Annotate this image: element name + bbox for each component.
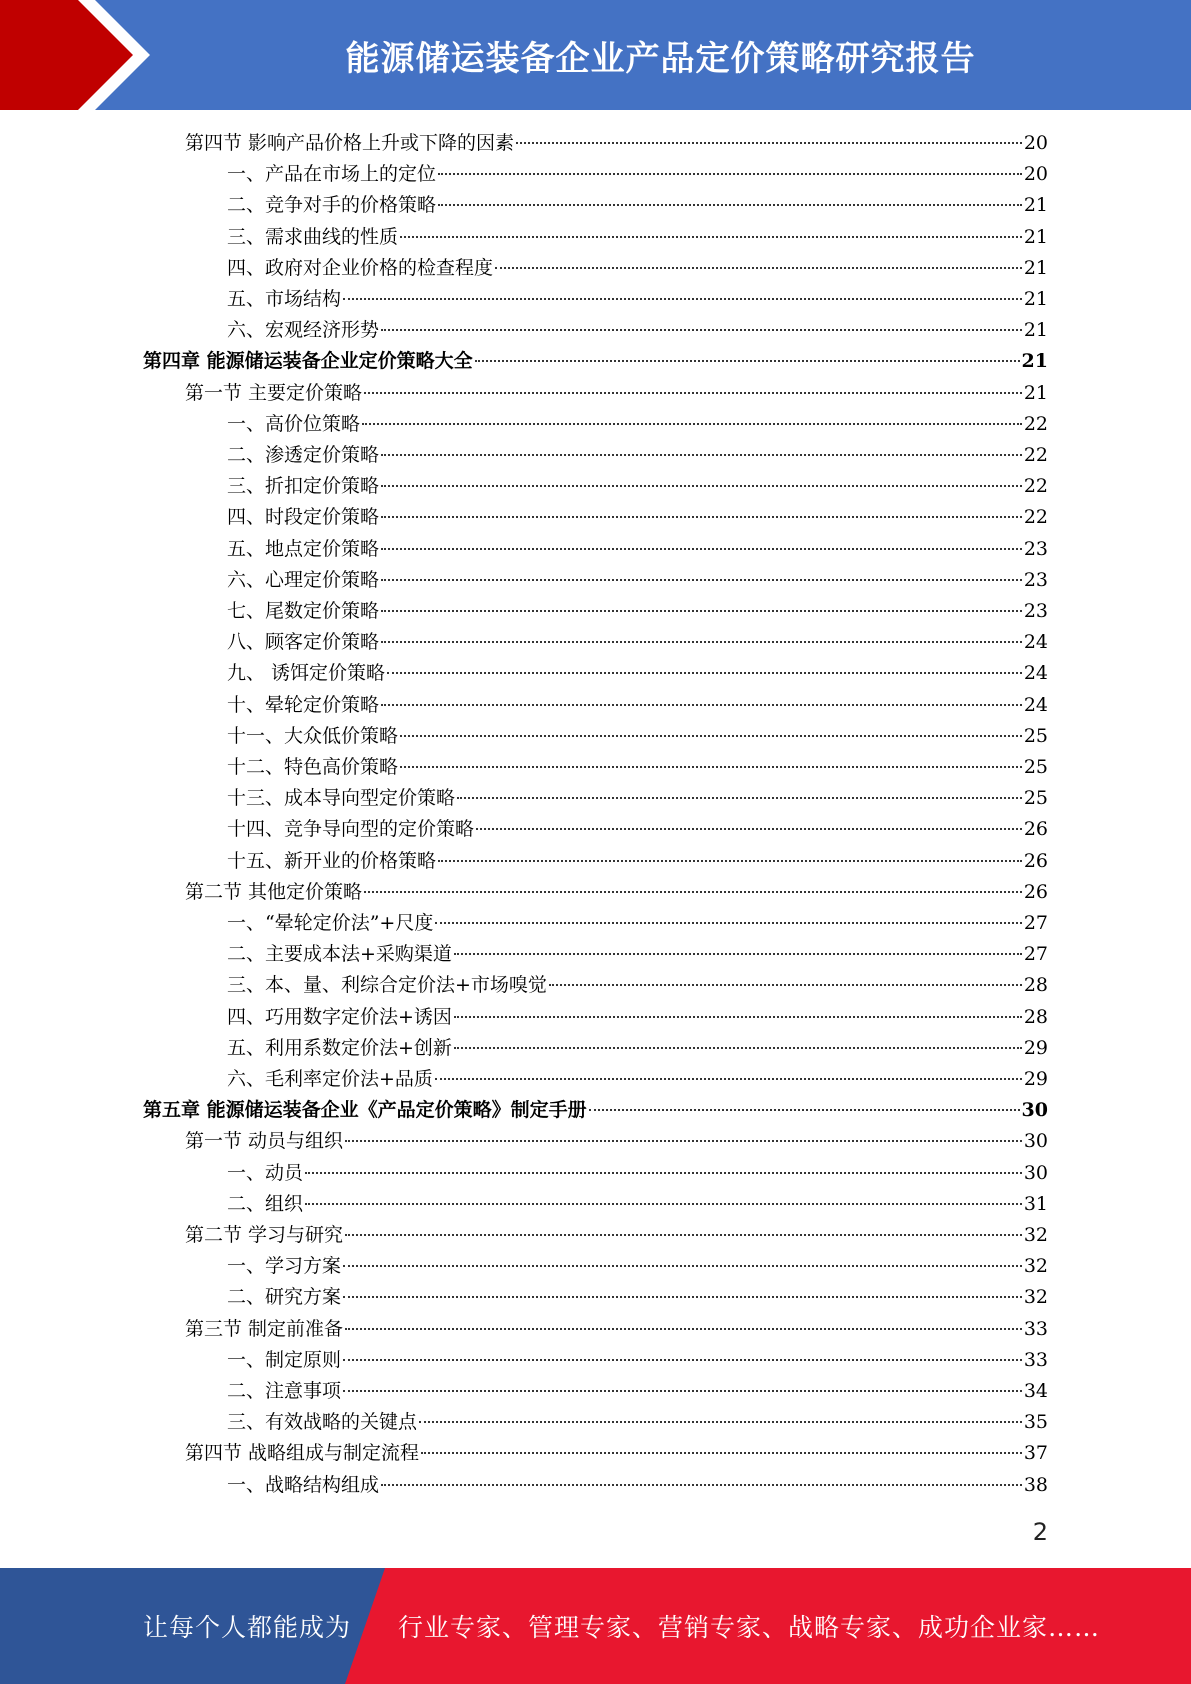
toc-dot-leader xyxy=(435,1078,1022,1080)
toc-dot-leader xyxy=(343,298,1022,300)
toc-dot-leader xyxy=(343,1265,1022,1267)
toc-entry[interactable] xyxy=(227,1002,1048,1033)
toc-entry-page: 22 xyxy=(1023,412,1048,435)
toc-entry-label: 第一节 动员与组织 xyxy=(185,1130,344,1153)
toc-entry-label: 六、毛利率定价法+品质 xyxy=(227,1068,433,1090)
toc-entry-page: 35 xyxy=(1023,1411,1048,1434)
toc-entry[interactable] xyxy=(227,315,1048,346)
toc-entry[interactable] xyxy=(227,658,1048,689)
toc-entry[interactable] xyxy=(227,284,1048,315)
page-footer xyxy=(0,1568,1191,1684)
toc-entry[interactable] xyxy=(227,534,1048,565)
toc-entry-label: 十四、竞争导向型的定价策略 xyxy=(227,818,475,841)
toc-entry[interactable] xyxy=(227,1064,1048,1095)
toc-entry-page: 21 xyxy=(1023,256,1048,279)
toc-entry-page: 24 xyxy=(1023,662,1048,685)
toc-dot-leader xyxy=(421,1452,1022,1454)
toc-entry-label: 一、高价位策略 xyxy=(227,412,361,435)
toc-dot-leader xyxy=(343,1296,1022,1298)
toc-entry-page: 33 xyxy=(1023,1348,1048,1371)
toc-entry[interactable] xyxy=(227,222,1048,253)
toc-entry[interactable] xyxy=(143,1095,1048,1126)
toc-entry-page: 21 xyxy=(1023,288,1048,310)
toc-entry-page: 28 xyxy=(1023,1005,1048,1028)
toc-dot-leader xyxy=(516,142,1022,144)
toc-entry[interactable] xyxy=(227,409,1048,440)
toc-entry-label: 第四节 战略组成与制定流程 xyxy=(185,1442,420,1465)
toc-entry-page: 32 xyxy=(1023,1286,1048,1309)
toc-entry[interactable] xyxy=(227,1407,1048,1438)
toc-entry[interactable] xyxy=(185,877,1048,908)
toc-entry-page: 30 xyxy=(1023,1161,1048,1184)
toc-entry-page: 23 xyxy=(1023,537,1048,560)
toc-entry-label: 第三节 制定前准备 xyxy=(185,1317,344,1340)
toc-dot-leader xyxy=(381,454,1022,456)
toc-entry-page: 23 xyxy=(1023,600,1048,622)
toc-dot-leader xyxy=(549,984,1022,986)
toc-dot-leader xyxy=(364,392,1022,394)
toc-entry-label: 第一节 主要定价策略 xyxy=(185,381,363,404)
toc-entry-label: 二、组织 xyxy=(227,1192,304,1215)
toc-dot-leader xyxy=(345,1234,1022,1236)
toc-dot-leader xyxy=(305,1172,1022,1174)
toc-entry[interactable] xyxy=(227,1282,1048,1313)
toc-entry[interactable] xyxy=(227,596,1048,627)
toc-entry-label: 四、时段定价策略 xyxy=(227,506,380,529)
toc-dot-leader xyxy=(305,1203,1022,1205)
toc-entry-page: 31 xyxy=(1023,1192,1048,1215)
report-title: 能源储运装备企业产品定价策略研究报告 xyxy=(345,38,976,79)
toc-entry[interactable] xyxy=(227,939,1048,970)
toc-dot-leader xyxy=(381,516,1022,518)
toc-entry-label: 六、宏观经济形势 xyxy=(227,319,380,342)
page-number: 2 xyxy=(1032,1518,1048,1546)
toc-entry[interactable] xyxy=(227,1251,1048,1282)
toc-entry-page: 33 xyxy=(1023,1317,1048,1340)
toc-dot-leader xyxy=(457,797,1022,799)
toc-entry-page: 38 xyxy=(1023,1473,1048,1496)
toc-entry-label: 三、有效战略的关键点 xyxy=(227,1411,418,1434)
toc-entry-label: 八、顾客定价策略 xyxy=(227,631,380,654)
toc-entry-label: 九、 诱饵定价策略 xyxy=(227,662,386,685)
toc-entry-page: 37 xyxy=(1023,1442,1048,1465)
toc-dot-leader xyxy=(454,1047,1022,1049)
toc-dot-leader xyxy=(495,267,1022,269)
toc-entry[interactable] xyxy=(227,502,1048,533)
toc-dot-leader xyxy=(343,1390,1022,1392)
toc-entry-label: 一、制定原则 xyxy=(227,1348,342,1371)
toc-dot-leader xyxy=(381,485,1022,487)
toc-entry-page: 21 xyxy=(1023,319,1048,342)
toc-entry[interactable] xyxy=(227,1376,1048,1407)
toc-entry[interactable] xyxy=(227,690,1048,721)
toc-entry-label: 五、市场结构 xyxy=(227,288,342,310)
toc-dot-leader xyxy=(381,1484,1022,1486)
toc-entry[interactable] xyxy=(227,721,1048,752)
toc-entry-page: 20 xyxy=(1023,163,1048,186)
toc-dot-leader xyxy=(589,1109,1020,1111)
toc-dot-leader xyxy=(364,891,1022,893)
toc-entry-label: 一、战略结构组成 xyxy=(227,1473,380,1496)
toc-entry[interactable] xyxy=(185,128,1048,159)
toc-entry-label: 第四节 影响产品价格上升或下降的因素 xyxy=(185,132,515,154)
toc-entry[interactable] xyxy=(227,1470,1048,1501)
toc-dot-leader xyxy=(345,1140,1022,1142)
toc-entry-page: 26 xyxy=(1023,849,1048,872)
toc-entry-page: 22 xyxy=(1023,506,1048,529)
toc-entry-page: 25 xyxy=(1023,756,1048,778)
toc-entry[interactable] xyxy=(185,1220,1048,1251)
toc-dot-leader xyxy=(419,1421,1022,1423)
toc-entry[interactable] xyxy=(143,346,1048,377)
toc-dot-leader xyxy=(381,641,1022,643)
toc-entry-page: 27 xyxy=(1023,912,1048,934)
toc-entry-page: 30 xyxy=(1021,1099,1048,1122)
toc-entry-label: 三、本、量、利综合定价法+市场嗅觉 xyxy=(227,974,547,997)
toc-entry[interactable] xyxy=(185,378,1048,409)
toc-entry-page: 21 xyxy=(1023,225,1048,248)
toc-entry-label: 十一、大众低价策略 xyxy=(227,724,399,747)
toc-entry-page: 26 xyxy=(1023,880,1048,903)
toc-entry-label: 十五、新开业的价格策略 xyxy=(227,849,437,872)
toc-entry[interactable] xyxy=(227,783,1048,814)
toc-dot-leader xyxy=(343,1359,1022,1361)
toc-entry-label: 十二、特色高价策略 xyxy=(227,756,399,778)
toc-entry-page: 21 xyxy=(1023,194,1048,217)
toc-entry-page: 28 xyxy=(1023,974,1048,997)
toc-entry-label: 三、需求曲线的性质 xyxy=(227,225,399,248)
toc-entry[interactable] xyxy=(227,1033,1048,1064)
toc-entry[interactable] xyxy=(185,1438,1048,1469)
toc-entry-label: 第二节 学习与研究 xyxy=(185,1224,344,1246)
toc-entry[interactable] xyxy=(227,908,1048,939)
toc-entry-label: 六、心理定价策略 xyxy=(227,568,380,591)
toc-dot-leader xyxy=(345,1328,1022,1330)
toc-entry[interactable] xyxy=(227,565,1048,596)
toc-entry[interactable] xyxy=(227,440,1048,471)
toc-entry-page: 25 xyxy=(1023,787,1048,810)
toc-entry-label: 第五章 能源储运装备企业《产品定价策略》制定手册 xyxy=(143,1099,587,1122)
toc-entry-label: 四、巧用数字定价法+诱因 xyxy=(227,1005,452,1028)
toc-entry[interactable] xyxy=(227,471,1048,502)
toc-dot-leader xyxy=(438,173,1022,175)
toc-entry-page: 20 xyxy=(1023,132,1048,154)
toc-entry[interactable] xyxy=(227,814,1048,845)
toc-dot-leader xyxy=(362,423,1022,425)
toc-dot-leader xyxy=(381,329,1022,331)
toc-entry-label: 五、利用系数定价法+创新 xyxy=(227,1036,452,1059)
toc-dot-leader xyxy=(476,828,1022,830)
toc-entry-label: 一、产品在市场上的定位 xyxy=(227,163,437,186)
toc-entry-label: 三、折扣定价策略 xyxy=(227,475,380,498)
toc-dot-leader xyxy=(381,548,1022,550)
toc-entry-page: 21 xyxy=(1023,381,1048,404)
footer-slogan-right: 行业专家、管理专家、营销专家、战略专家、成功企业家…… xyxy=(398,1613,1101,1642)
toc-entry-page: 27 xyxy=(1023,943,1048,966)
toc-entry-label: 二、竞争对手的价格策略 xyxy=(227,194,437,217)
toc-entry-page: 30 xyxy=(1023,1130,1048,1153)
toc-entry[interactable] xyxy=(227,1189,1048,1220)
toc-entry-page: 22 xyxy=(1023,444,1048,466)
toc-entry[interactable] xyxy=(185,1314,1048,1345)
toc-entry-label: 第二节 其他定价策略 xyxy=(185,880,363,903)
toc-entry-label: 二、主要成本法+采购渠道 xyxy=(227,943,452,966)
page-header xyxy=(0,0,1191,110)
toc-entry-page: 32 xyxy=(1023,1255,1048,1278)
toc-dot-leader xyxy=(381,610,1022,612)
toc-dot-leader xyxy=(381,704,1022,706)
toc-entry-page: 26 xyxy=(1023,818,1048,841)
toc-entry[interactable] xyxy=(227,253,1048,284)
toc-entry-page: 32 xyxy=(1023,1224,1048,1246)
toc-entry-label: 二、注意事项 xyxy=(227,1380,342,1402)
toc-entry-page: 24 xyxy=(1023,693,1048,716)
toc-entry-label: 十三、成本导向型定价策略 xyxy=(227,787,456,810)
toc-dot-leader xyxy=(454,1016,1022,1018)
toc-dot-leader xyxy=(438,860,1022,862)
toc-entry-page: 21 xyxy=(1021,350,1048,373)
toc-entry-label: 十、晕轮定价策略 xyxy=(227,693,380,716)
toc-entry-label: 五、地点定价策略 xyxy=(227,537,380,560)
toc-entry[interactable] xyxy=(185,1126,1048,1157)
toc-entry-label: 四、政府对企业价格的检查程度 xyxy=(227,256,494,279)
toc-entry-page: 29 xyxy=(1023,1036,1048,1059)
toc-entry[interactable] xyxy=(227,752,1048,783)
toc-entry-page: 24 xyxy=(1023,631,1048,654)
toc-entry[interactable] xyxy=(227,1158,1048,1189)
toc-entry-label: 一、动员 xyxy=(227,1161,304,1184)
toc-entry[interactable] xyxy=(227,1345,1048,1376)
toc-entry-label: 二、研究方案 xyxy=(227,1286,342,1309)
toc-dot-leader xyxy=(400,735,1022,737)
toc-dot-leader xyxy=(435,922,1021,924)
toc-entry-label: 第四章 能源储运装备企业定价策略大全 xyxy=(143,350,473,373)
toc-entry-label: 七、尾数定价策略 xyxy=(227,600,380,622)
toc-dot-leader xyxy=(387,672,1022,674)
toc-entry-label: 一、学习方案 xyxy=(227,1255,342,1278)
footer-slogan-left: 让每个人都能成为 xyxy=(143,1613,352,1642)
toc-dot-leader xyxy=(400,236,1022,238)
toc-dot-leader xyxy=(400,766,1022,768)
toc-dot-leader xyxy=(438,204,1022,206)
toc-entry[interactable] xyxy=(227,627,1048,658)
toc-entry-page: 25 xyxy=(1023,724,1048,747)
toc-entry[interactable] xyxy=(227,190,1048,221)
toc-dot-leader xyxy=(475,360,1020,362)
header-chevron-icon xyxy=(0,0,160,110)
toc-entry[interactable] xyxy=(227,846,1048,877)
toc-entry[interactable] xyxy=(227,970,1048,1001)
toc-dot-leader xyxy=(381,579,1022,581)
toc-entry-page: 34 xyxy=(1023,1380,1048,1402)
toc-entry-page: 22 xyxy=(1023,475,1048,498)
toc-entry-page: 29 xyxy=(1023,1068,1048,1090)
toc-entry-label: 二、渗透定价策略 xyxy=(227,444,380,466)
toc-entry-label: 一、“晕轮定价法”+尺度 xyxy=(227,912,434,934)
toc-entry[interactable] xyxy=(227,159,1048,190)
toc-dot-leader xyxy=(454,953,1022,955)
toc-entry-page: 23 xyxy=(1023,568,1048,591)
